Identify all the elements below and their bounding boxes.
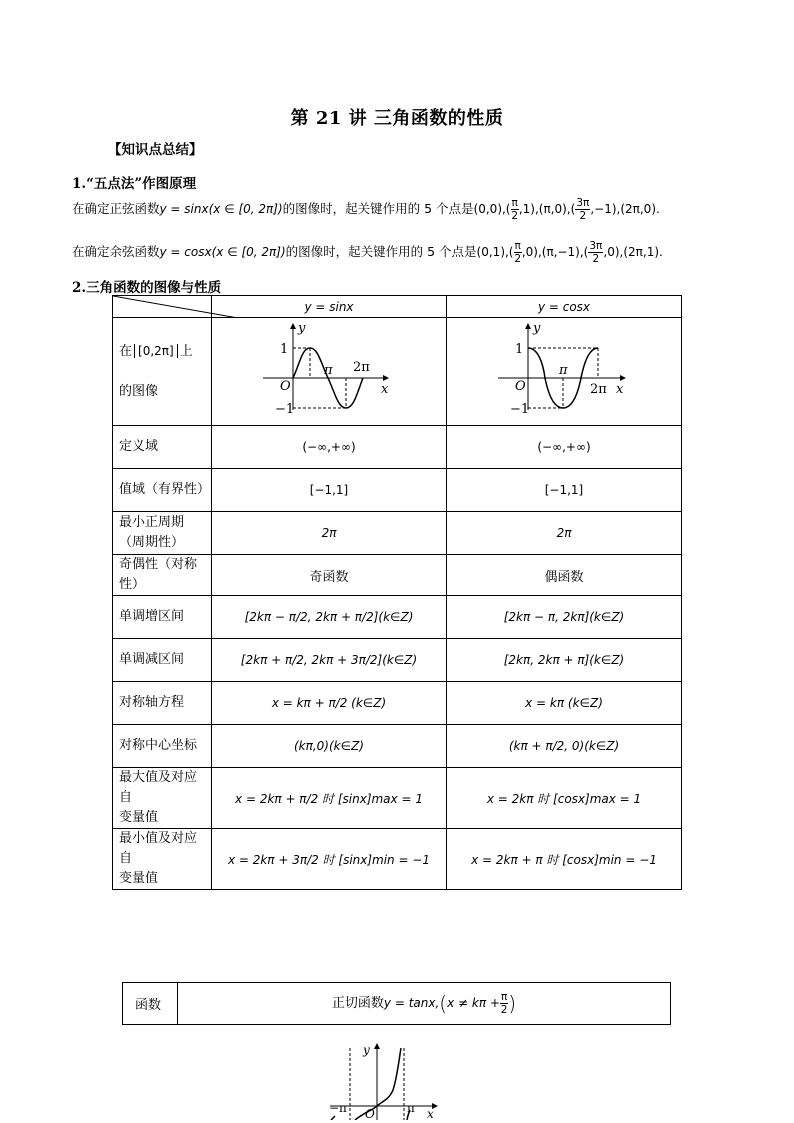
frac-3pi-over-2: $\frac{3\pi}{2}$ [589, 240, 603, 265]
cos-graph-cell [447, 318, 682, 426]
origin-label: O [365, 1107, 375, 1120]
origin-label: O [280, 379, 291, 394]
row-label-parity: 奇偶性（对称性） [113, 555, 212, 596]
cos-graph [453, 318, 675, 422]
diagonal-line [113, 296, 238, 318]
row-label-range: 值域（有界性） [113, 469, 212, 512]
x-axis-label: x [616, 382, 624, 397]
table-row [113, 555, 682, 596]
sin-increasing-interval: [2kπ − π/2, 2kπ + π/2](k∈Z) [212, 596, 447, 639]
frac-3pi-over-2: $\frac{3\pi}{2}$ [576, 197, 590, 222]
cos-five-point-line [72, 240, 772, 265]
frac-pi-over-2: $\frac{\pi}{2}$ [514, 240, 521, 265]
frac-pi-over-2: $\frac{\pi}{2}$ [511, 197, 518, 222]
tick-pi: π [559, 363, 568, 378]
table-row [113, 426, 682, 469]
table-row [113, 596, 682, 639]
table-row [113, 318, 682, 426]
sin-points-a: (0,0),( [473, 202, 511, 216]
cos-middle: 的图像时，起关键作用的 5 个点是 [285, 244, 477, 259]
tan-func-prefix: 正切函数 [331, 996, 384, 1011]
cos-period: 2π [447, 512, 682, 555]
cos-increasing-interval: [2kπ − π, 2kπ](k∈Z) [447, 596, 682, 639]
paren-open: ( [439, 991, 448, 1016]
tan-cond: x ≠ kπ + [447, 996, 500, 1010]
table-row [113, 469, 682, 512]
row-label-increasing: 单调增区间 [113, 596, 212, 639]
row-label-max: 最大值及对应自 变量值 [113, 768, 212, 829]
cos-func: y = cosx(x ∈ [0, 2π]) [159, 245, 286, 259]
tick-one: 1 [280, 342, 289, 357]
sin-symmetry-axis: x = kπ + π/2 (k∈Z) [212, 682, 447, 725]
cos-min: x = 2kπ + π 时 [cosx]min = −1 [447, 829, 682, 890]
cos-symmetry-axis: x = kπ (k∈Z) [447, 682, 682, 725]
table-row [113, 829, 682, 890]
cos-domain: (−∞,+∞) [447, 426, 682, 469]
sin-decreasing-interval: [2kπ + π/2, 2kπ + 3π/2](k∈Z) [212, 639, 447, 682]
y-axis-label: y [298, 321, 306, 336]
sin-five-point-line [72, 197, 772, 222]
sin-func: y = sinx(x ∈ [0, 2π]) [159, 202, 283, 216]
table-row [113, 639, 682, 682]
tick-two-pi: 2π [353, 360, 370, 375]
cos-points-b: ,0),(π,−1),( [521, 245, 589, 259]
row-label-center: 对称中心坐标 [113, 725, 212, 768]
cos-max: x = 2kπ 时 [cosx]max = 1 [447, 768, 682, 829]
trig-properties-table [112, 295, 682, 890]
y-axis-label: y [533, 321, 541, 336]
cos-parity: 偶函数 [447, 555, 682, 596]
sin-points-c: ,−1),(2π,0). [590, 202, 660, 216]
row-label-min: 最小值及对应自 变量值 [113, 829, 212, 890]
table-row [123, 983, 671, 1025]
tan-table [122, 982, 671, 1025]
tan-func-cell [178, 983, 671, 1025]
section2-heading: 2.三角函数的图像与性质 [72, 280, 222, 296]
tick-pi: π [324, 363, 333, 378]
sin-parity: 奇函数 [212, 555, 447, 596]
table-header-row [113, 296, 682, 318]
paren-close: ) [508, 991, 517, 1016]
col-header-sin: y = sinx [212, 296, 447, 318]
frac-pi-over-2: $\frac{\pi}{2}$ [500, 991, 508, 1016]
page-title: 第 21 讲 三角函数的性质 [290, 108, 504, 129]
tan-func: y = tanx, [383, 996, 440, 1010]
cos-prefix: 在确定余弦函数 [72, 244, 160, 259]
tick-minus-one: −1 [510, 402, 530, 417]
tan-label: 函数 [123, 983, 178, 1025]
cos-points-c: ,0),(2π,1). [603, 245, 663, 259]
sin-max: x = 2kπ + π/2 时 [sinx]max = 1 [212, 768, 447, 829]
x-axis-label: x [381, 382, 389, 397]
diagonal-header-cell [113, 296, 212, 318]
tick-minus-one: −1 [275, 402, 295, 417]
sin-points-b: ,1),(π,0),( [518, 202, 576, 216]
row-label-period: 最小正周期 （周期性） [113, 512, 212, 555]
table-row [113, 725, 682, 768]
tan-graph [325, 1040, 445, 1120]
col-header-cos: y = cosx [447, 296, 682, 318]
summary-heading: 【知识点总结】 [108, 142, 203, 158]
sin-graph [218, 318, 440, 422]
sin-prefix: 在确定正弦函数 [72, 201, 160, 216]
sin-period: 2π [212, 512, 447, 555]
sin-graph-cell [212, 318, 447, 426]
sin-domain: (−∞,+∞) [212, 426, 447, 469]
cos-symmetry-center: (kπ + π/2, 0)(k∈Z) [447, 725, 682, 768]
row-label-domain: 定义域 [113, 426, 212, 469]
table-row [113, 768, 682, 829]
x-axis-label: x [427, 1107, 434, 1120]
cos-decreasing-interval: [2kπ, 2kπ + π](k∈Z) [447, 639, 682, 682]
tick-two-pi: 2π [590, 382, 607, 397]
sin-min: x = 2kπ + 3π/2 时 [sinx]min = −1 [212, 829, 447, 890]
table-row [113, 682, 682, 725]
tick-neg-pi: −π [329, 1101, 347, 1115]
sin-symmetry-center: (kπ,0)(k∈Z) [212, 725, 447, 768]
row-label-decreasing: 单调减区间 [113, 639, 212, 682]
cos-range: [−1,1] [447, 469, 682, 512]
row-label-axis: 对称轴方程 [113, 682, 212, 725]
tick-pi: π [407, 1101, 415, 1115]
tick-one: 1 [515, 342, 524, 357]
sin-middle: 的图像时，起关键作用的 5 个点是 [282, 201, 474, 216]
section1-heading: 1.“五点法”作图原理 [72, 176, 197, 192]
row-label-graph: 在 [0,2π] 上 的图像 [113, 318, 212, 426]
sin-range: [−1,1] [212, 469, 447, 512]
y-axis-label: y [363, 1043, 370, 1057]
cos-points-a: (0,1),( [476, 245, 514, 259]
origin-label: O [515, 379, 526, 394]
table-row [113, 512, 682, 555]
